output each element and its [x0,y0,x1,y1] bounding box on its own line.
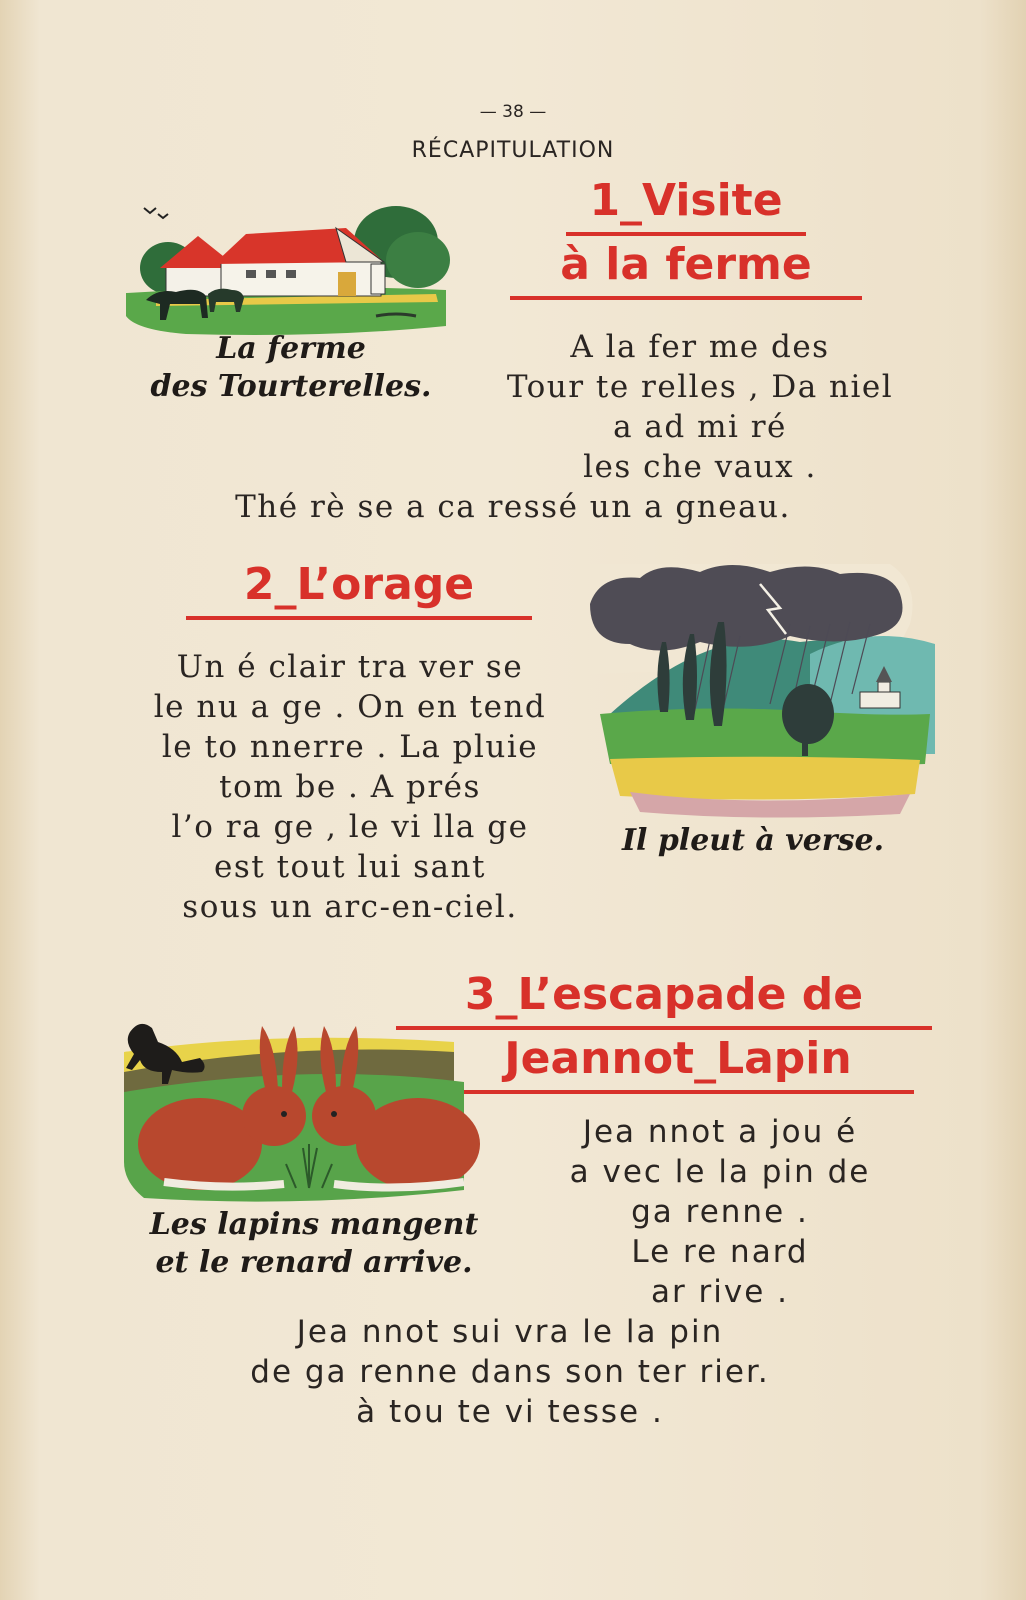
farm-caption [126,330,456,406]
lesson3-text-line-5: ar rive . [650,1274,790,1310]
lesson1-text-line-4: les che vaux . [583,449,817,485]
rabbits-caption-line1: Les lapins mangent [149,1207,479,1242]
lesson1-text-line-3: a ad mi ré [613,409,787,445]
lesson1-title [510,172,862,300]
lesson2-text-line-3: le to nnerre . La pluie [161,729,539,765]
lesson3-text-line-7: de ga renne dans son ter rier. [250,1354,770,1390]
lesson3-title-line2: Jeannot_Lapin [442,1030,914,1094]
lesson2-title: 2_L’orage [186,556,532,620]
storm-caption: Il pleut à verse. [621,823,885,858]
storm-illustration [590,564,940,824]
farm-caption-line1: La ferme [216,331,366,366]
lesson1-title-line1: 1_Visite [566,172,806,236]
lesson1-text-line-5: Thé rè se a ca ressé un a gneau. [235,489,791,525]
lesson3-text-line-8: à tou te vi tesse . [356,1394,664,1430]
lesson3-title-line1: 3_L’escapade de [396,966,932,1030]
lesson2-text-line-1: Un é clair tra ver se [176,649,524,685]
lesson3-text-line-1: Jea nnot a jou é [582,1114,858,1150]
lesson2-text-line-6: est tout lui sant [214,849,486,885]
lesson2-text-line-4: tom be . A prés [219,769,481,805]
lesson3-text-line-2: a vec le la pin de [569,1154,871,1190]
lesson1-text-line-1: A la fer me des [570,329,830,365]
lesson3-text-line-3: ga renne . [631,1194,809,1230]
lesson2-text-line-2: le nu a ge . On en tend [153,689,547,725]
section-label: RÉCAPITULATION [411,138,615,163]
lesson2-text-line-7: sous un arc-en-ciel. [182,889,518,925]
lesson1-text-line-2: Tour te relles , Da niel [506,369,894,405]
page-number: — 38 — [479,102,547,122]
rabbits-caption-line2: et le renard arrive. [155,1245,473,1280]
lesson2-text-line-5: l’o ra ge , le vi lla ge [171,809,529,845]
lesson1-title-line2: à la ferme [510,236,862,300]
rabbits-caption [114,1206,514,1282]
lesson3-text-line-6: Jea nnot sui vra le la pin [296,1314,724,1350]
farm-illustration [126,198,456,348]
lesson3-text-line-4: Le re nard [631,1234,809,1270]
rabbits-illustration [124,1012,494,1208]
farm-caption-line2: des Tourterelles. [150,369,432,404]
